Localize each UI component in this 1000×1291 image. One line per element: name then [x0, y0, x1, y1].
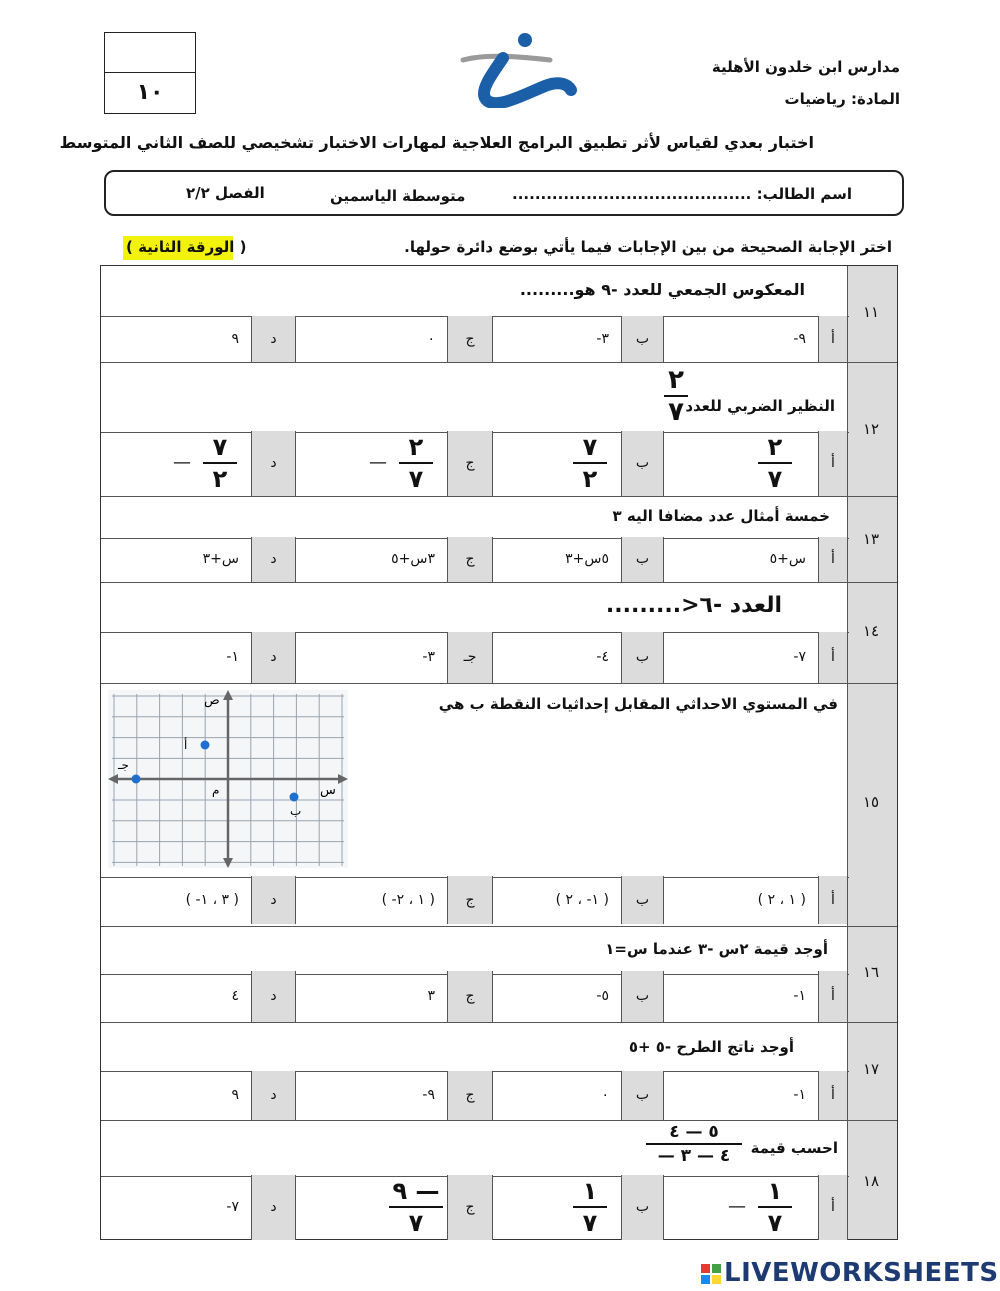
q١٨-answer-a-minus: — [728, 1195, 746, 1217]
q١٨-letter-c: ج [447, 1175, 493, 1240]
q١٥-letter-c: ج [447, 876, 493, 924]
q15-number: ١٥ [862, 793, 880, 811]
q١٢-answer-a-fraction: ٢ ٧ [758, 433, 792, 493]
q١٦-letter-a: أ [818, 971, 848, 1022]
q١٨-letter-a: أ [818, 1175, 848, 1240]
score-box-top [105, 33, 195, 73]
q13-text: خمسة أمثال عدد مضافا اليه ٣ [612, 507, 830, 525]
number-column [847, 266, 897, 1239]
q١٣-letter-b: ب [621, 537, 664, 582]
q١٢-answer-d-fraction: ٧ ٢ [203, 433, 237, 493]
q12-text: النظير الضربي للعدد [685, 397, 835, 415]
q١٦-letter-b: ب [621, 971, 664, 1022]
q١٣-letter-d: د [251, 537, 296, 582]
q١٨-answer-c[interactable] [296, 1175, 447, 1240]
school-name: مدارس ابن خلدون الأهلية [711, 58, 900, 76]
q18-text: احسب قيمة [750, 1139, 838, 1157]
q١٣-letter-c: ج [447, 537, 493, 582]
q12-fraction: ٢ ٧ [664, 366, 688, 426]
q١١-answer-d[interactable]: ٩ [231, 331, 239, 347]
q١٢-answer-c-minus: — [369, 451, 387, 473]
q١١-answer-b[interactable]: ٣- [596, 331, 609, 347]
subject-label: المادة: رياضيات [784, 90, 900, 108]
q١١-answer-c[interactable]: ٠ [427, 331, 435, 347]
q١٥-answer-b[interactable]: ( ١- ، ٢ ) [555, 892, 609, 908]
q١٨-answer-a[interactable] [664, 1175, 818, 1240]
q١٨-answer-c-fraction: ٩ — ٧ [389, 1177, 443, 1237]
q١٤-letter-c: جـ [447, 632, 493, 683]
q١٣-answer-b[interactable]: ٥س+٣ [565, 551, 609, 567]
q١٨-answer-a-fraction: ١ ٧ [758, 1177, 792, 1237]
q١٣-answer-d[interactable]: س+٣ [202, 551, 239, 567]
q١٣-letter-a: أ [818, 537, 848, 582]
q11-text: المعكوس الجمعي للعدد -٩ هو......... [519, 280, 805, 299]
origin-label: م [212, 783, 220, 797]
q١٨-letter-d: د [251, 1175, 296, 1240]
q١٦-answer-b[interactable]: ٥- [596, 988, 609, 1004]
q١٢-letter-a: أ [818, 431, 848, 496]
q١٤-letter-b: ب [621, 632, 664, 683]
student-name-field[interactable]: اسم الطالب: .......................................... [512, 185, 852, 203]
q١٥-letter-d: د [251, 876, 296, 924]
q١٤-answer-d[interactable]: ١- [226, 649, 239, 665]
q١١-letter-a: أ [818, 316, 848, 362]
point-a-label: أ [184, 738, 188, 752]
school-branch: متوسطة الياسمين [330, 187, 466, 205]
q١٦-letter-c: ج [447, 971, 493, 1022]
q17-text: أوجد ناتج الطرح -٥ +٥ [628, 1038, 794, 1056]
q١١-answer-a[interactable]: ٩- [793, 331, 806, 347]
y-axis-label: ص [204, 693, 220, 708]
point-c [132, 775, 141, 784]
q١٧-answer-b[interactable]: ٠ [601, 1087, 609, 1103]
q١٤-answer-c[interactable]: ٣- [422, 649, 435, 665]
q١٨-answer-b[interactable] [493, 1175, 621, 1240]
q١٥-answer-c[interactable]: ( ١ ، ٢- ) [381, 892, 435, 908]
q١٥-answer-a[interactable]: ( ١ ، ٢ ) [757, 892, 806, 908]
q١٦-answer-d[interactable]: ٤ [231, 988, 239, 1004]
q12-number: ١٢ [862, 420, 880, 438]
q11-number: ١١ [862, 303, 880, 321]
q17-number: ١٧ [862, 1060, 880, 1078]
q١٤-answer-b[interactable]: ٤- [596, 649, 609, 665]
point-a [201, 741, 210, 750]
q١٢-letter-c: ج [447, 431, 493, 496]
q١١-letter-c: ج [447, 316, 493, 362]
q١٨-letter-b: ب [621, 1175, 664, 1240]
liveworksheets-logo [700, 1258, 999, 1288]
footer-brand: LIVEWORKSHEETS [724, 1258, 999, 1288]
class-label: الفصل ٢/٢ [186, 184, 265, 202]
q١٧-answer-c[interactable]: ٩- [422, 1087, 435, 1103]
q16-text: أوجد قيمة ٢س -٣ عندما س=١ [605, 940, 828, 958]
paper-label: ( الورقة الثانية ) [126, 238, 247, 256]
q١٢-answer-c-fraction: ٢ ٧ [399, 433, 433, 493]
point-c-label: جـ [118, 758, 129, 772]
q14-text: العدد -٦<......... [605, 593, 782, 618]
q18-number: ١٨ [862, 1172, 880, 1190]
q١٢-letter-b: ب [621, 431, 664, 496]
q١٦-letter-d: د [251, 971, 296, 1022]
q14-number: ١٤ [862, 622, 880, 640]
q١٤-letter-d: د [251, 632, 296, 683]
q١٥-answer-d[interactable]: ( ٣ ، ١- ) [185, 892, 239, 908]
q15-text: في المستوي الاحداثي المقابل إحداثيات النقطة ب هي [438, 695, 838, 713]
q١٢-answer-a[interactable] [664, 431, 818, 496]
q١٧-letter-a: أ [818, 1071, 848, 1120]
q١١-letter-b: ب [621, 316, 664, 362]
q١٦-answer-a[interactable]: ١- [793, 988, 806, 1004]
point-b-label: ب [290, 804, 302, 818]
q١٥-letter-b: ب [621, 876, 664, 924]
school-logo [455, 28, 580, 108]
q١٢-answer-b[interactable] [493, 431, 621, 496]
q13-number: ١٣ [862, 530, 880, 548]
q١٧-letter-b: ب [621, 1071, 664, 1120]
q١٣-answer-a[interactable]: س+٥ [769, 551, 806, 567]
q١١-letter-d: د [251, 316, 296, 362]
coordinate-plane [108, 690, 348, 868]
score-box [104, 32, 196, 114]
q١٢-letter-d: د [251, 431, 296, 496]
q١٨-answer-d[interactable]: ٧- [226, 1199, 239, 1215]
q١٧-answer-a[interactable]: ١- [793, 1087, 806, 1103]
exam-title: اختبار بعدي لقياس لأثر تطبيق البرامج العلاجية لمهارات الاختبار تشخيصي للصف الثاني المتوسط [59, 133, 814, 152]
q16-number: ١٦ [862, 963, 880, 981]
q١٢-answer-d-minus: — [173, 451, 191, 473]
q١٢-answer-d[interactable] [100, 431, 251, 496]
score-value: ١٠ [136, 80, 164, 105]
q١٣-answer-c[interactable]: ٣س+٥ [391, 551, 435, 567]
point-b [290, 793, 299, 802]
q١٦-answer-c[interactable]: ٣ [427, 988, 435, 1004]
q١٤-letter-a: أ [818, 632, 848, 683]
x-axis-label: س [320, 783, 336, 798]
q١٧-answer-d[interactable]: ٩ [231, 1087, 239, 1103]
q١٤-answer-a[interactable]: ٧- [793, 649, 806, 665]
q١٢-answer-b-fraction: ٧ ٢ [573, 433, 607, 493]
q18-fraction: ٥ — ٤ — ٤ — ٣ [646, 1122, 742, 1166]
q١٥-letter-a: أ [818, 876, 848, 924]
q١٨-answer-b-fraction: ١ ٧ [573, 1177, 607, 1237]
q١٧-letter-c: ج [447, 1071, 493, 1120]
q١٧-letter-d: د [251, 1071, 296, 1120]
q١٢-answer-c[interactable] [296, 431, 447, 496]
instructions: اختر الإجابة الصحيحة من بين الإجابات فيما يأتي بوضع دائرة حولها. [404, 238, 892, 256]
